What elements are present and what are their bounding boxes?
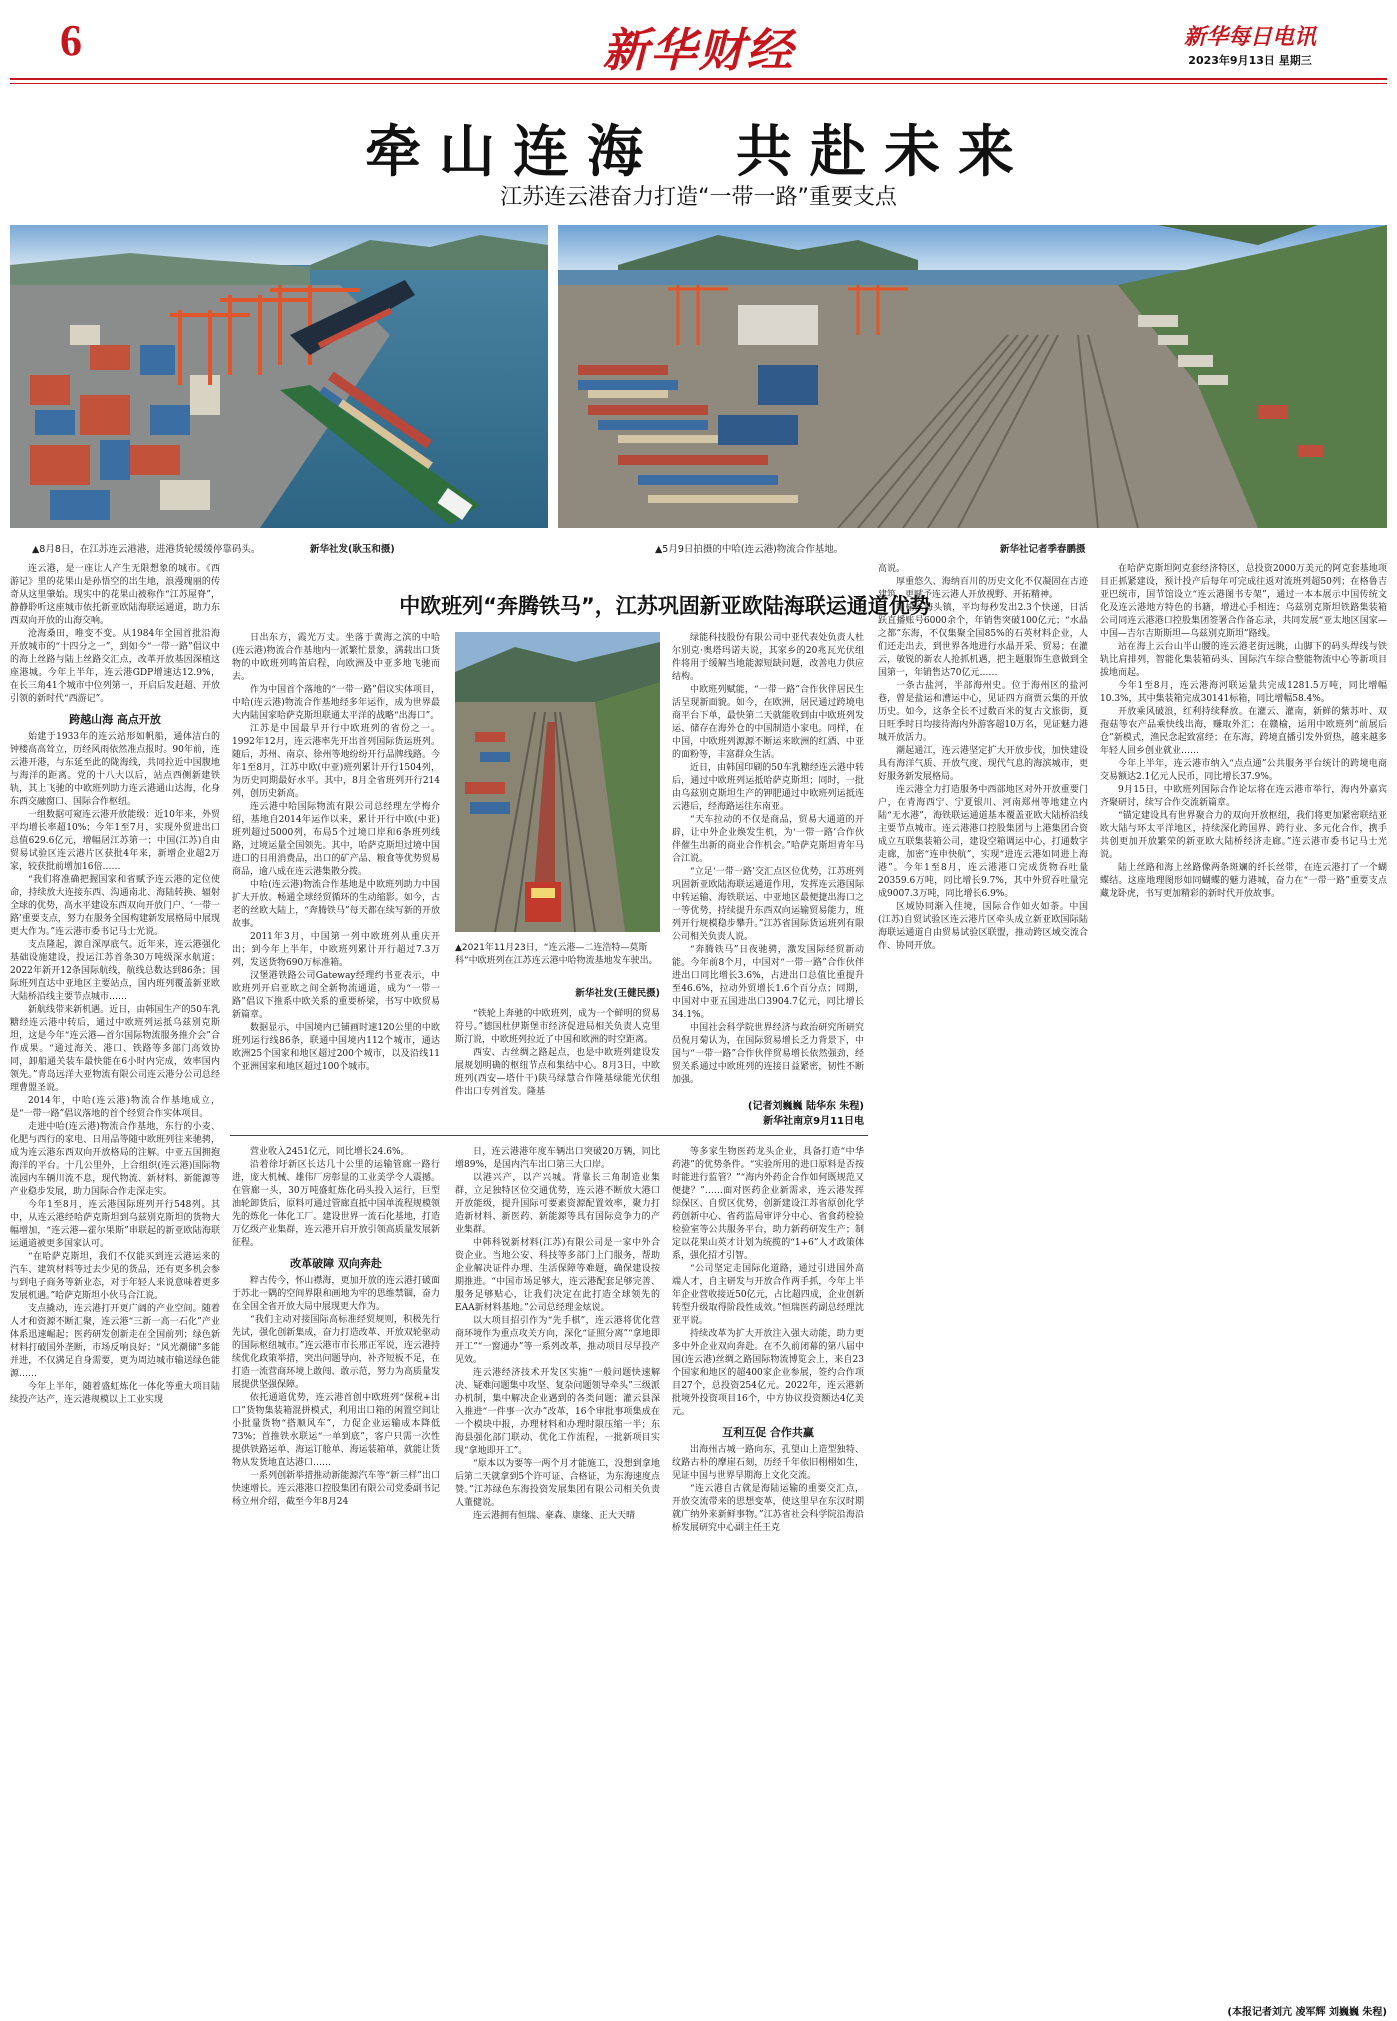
paragraph: 中欧班列赋能，“一带一路”合作伙伴居民生活呈现新面貌。如今，在欧洲，居民通过跨境电商平台下单，最快第二天就能收到由中欧班列发运、储存在海外仓的中国制造小家电。同样，在中国，中欧班列源源不断运来欧洲的红酒、中亚的面粉等，丰富群众生活。 <box>672 685 864 760</box>
inner-article-col1 <box>232 632 440 1230</box>
paragraph: 始建于1933年的连云站形如帆船，通体洁白的钟楼高高耸立，历经风雨依然准点报时。90年前，连云港开港，与东延至此的陇海线，共同拉近中国腹地与海洋的距离。党的十八大以后，站点西侧新建铁轨，其上飞驰的中欧班列助力连云港通山达海，化身东西交融窗口、国际合作枢纽。 <box>10 732 220 807</box>
paragraph: 以大项目招引作为“先手棋”，连云港将优化营商环境作为重点攻关方向，深化“证照分离”“拿地即开工”“一窗通办”等一系列改革，推动项目尽早投产见效。 <box>455 1316 660 1365</box>
paragraph: 作为中国首个落地的“一带一路”倡议实体项目，中哈(连云港)物流合作基地经多年运作，成为世界最大内陆国家哈萨克斯坦联通太平洋的战略“出海口”。 <box>232 685 440 721</box>
train-photo <box>455 632 660 932</box>
train-photo-illustration <box>455 632 660 932</box>
main-article-byline: (本报记者刘亢 凌军辉 刘巍巍 朱程) <box>1227 2007 1387 2018</box>
paragraph: 中哈(连云港)物流合作基地是中欧班列助力中国扩大开放、畅通全球经贸循环的生动缩影。如今，古老的丝欧大陆上，“奔腾铁马”每天都在续写新的开放故事。 <box>232 880 440 929</box>
paragraph: 2011年3月，中国第一列中欧班列从重庆开出；到今年上半年，中欧班列累计开行超过7.3万列，发送货物690万标准箱。 <box>232 932 440 968</box>
paragraph: 今年上半年，随着盛虹炼化一体化等重大项目陆续投产达产，连云港规模以上工业实现 <box>10 1382 220 1405</box>
main-article-bottom-col3 <box>672 1146 864 2018</box>
logistics-base-photo <box>558 225 1387 528</box>
paragraph: 一组数据可窥连云港开放能级：近10年来，外贸平均增长率超10%；今年1至7月，实现外贸进出口总值629.6亿元，增幅居江苏第一；中国(江苏)自由贸易试验区连云港片区获批4年来，新增企业超2万家，较获批前增加16倍…… <box>10 810 220 872</box>
inner-article-dateline: 新华社南京9月11日电 <box>763 1116 864 1127</box>
paragraph: 高说。 <box>878 564 906 574</box>
inner-article-title: 中欧班列“奔腾铁马”，江苏巩固新亚欧陆海联运通道优势 <box>399 594 931 618</box>
date-line: 2023年9月13日 星期三 <box>1188 54 1312 67</box>
main-article-left-col <box>10 563 220 2018</box>
train-photo-credit: 新华社发(王健民摄) <box>575 988 660 999</box>
paragraph: 等多家生物医药龙头企业，具备打造“中华药港”的优势条件。“实验所用的进口原料是否按时能进行监管？”“海内外药企合作如何既规范又便捷？”……面对医药企业新需求，连云港发挥综保区、自贸区优势，创新建设江苏省原创化学药创新中心、省药监局审评分中心、省食药检验检验室等公共服务平台，助力新药研发生产；制定以花果山英才计划为统揽的“1+6”人才政策体系，强化招才引智。 <box>672 1147 864 1261</box>
paragraph: “奔腾铁马”日夜驰骋，激发国际经贸新动能。今年前8个月，中国对“一带一路”合作伙伴进出口同比增长3.6%，占进出口总值比重提升至46.6%，拉动外贸增长1.6个百分点；同期，中国对中亚五国进出口3904.7亿元，同比增长34.1%。 <box>672 945 864 1020</box>
paragraph: 厚重悠久、海纳百川的历史文化不仅凝固在古迹建筑，更赋予连云港人开放视野、开拓精神。 <box>878 577 1088 600</box>
inner-article-mid-text <box>455 1008 660 1128</box>
paragraph: 陆上丝路和海上丝路像两条斑斓的纤长丝带，在连云港打了一个蝴蝶结。这座地理图形如同蝴蝶的魅力港城，奋力在“一带一路”重要支点藏龙卧虎，书写更加精彩的新时代开放故事。 <box>1100 863 1387 899</box>
paragraph: 沿着徐圩新区长达几十公里的运输管廊一路行进，庞大机械、雄伟厂房彰显的工业美学令人震撼。在管廊一头，30万吨盛虹炼化码头投入运行，巨型油轮卸货后，原料可通过管廊直抵中国单流程规模领先的炼化一体化工厂。建设世界一流石化基地，打造万亿级产业集群，连云港开启开放引领高质量发展新征程。 <box>232 1160 440 1248</box>
paragraph: 西安、古丝绸之路起点，也是中欧班列建设发展规划明确的枢纽节点和集结中心。8月3日，中欧班列(西安—塔什干)陕马绿慧合作隆基绿能光伏组件出口专列首发。隆基 <box>455 1048 660 1097</box>
paragraph: 赣榆区海头镇，平均每秒发出2.3个快递，日活跃直播账号6000余个，年销售突破100亿元；“水晶之都”东海，不仅集聚全国85%的石英材料企业，人们还走出去，到世界各地进行水晶开采、贸易；在灌云，敏锐的新农人抢抓机遇，把主题服饰生意做到全国第一，年销售达70亿元…… <box>878 603 1088 678</box>
right-photo-credit: 新华社记者季春鹏摄 <box>1000 544 1086 555</box>
paragraph: “天车拉动的不仅是商品，贸易大通道的开辟，让中外企业焕发生机，为‘一带一路’合作伙伴催生出新的商业合作机会。”哈萨克斯坦青年马合江说。 <box>672 815 864 864</box>
paragraph: 连云港全力打造服务中西部地区对外开放重要门户，在青海西宁、宁夏银川、河南郑州等地建立内陆“无水港”，海铁联运通道基本覆盖亚欧大陆桥沿线主要节点城市。连云港港口控股集团与上港集团合资成立互联集装箱公司，建设空箱调运中心，打通数字走廊，加密“连申快航”，实现“进连云港如同进上海港”。今年1至8月，连云港港口完成货物吞吐量20359.6万吨，同比增长9.7%，其中外贸吞吐量完成9007.3万吨，同比增长6.9%。 <box>878 785 1088 899</box>
section-subheading: 跨越山海 高点开放 <box>69 713 161 726</box>
paragraph: 日出东方，霞光万丈。坐落于黄海之滨的中哈(连云港)物流合作基地内一派繁忙景象，满载出口货物的中欧班列鸣笛启程，向欧洲及中亚多地飞驰而去。 <box>232 633 440 682</box>
masthead-rule <box>10 78 1387 80</box>
port-photo <box>10 225 548 528</box>
paragraph: 2014年，中哈(连云港)物流合作基地成立，是“一带一路”倡议落地的首个经贸合作实体项目。 <box>10 1096 220 1119</box>
section-title: 新华财经 <box>602 23 795 77</box>
paragraph: 在哈萨克斯坦阿克套经济特区，总投资2000万美元的阿克套基地项目正抓紧建设，预计投产后每年可完成往返对流班列超50列；在格鲁吉亚巴统市，国节馆设立“连云港图书专架”，通过一本本展示中国传统文化及连云港地方特色的书籍，增进心手相连；乌兹别克斯坦铁路集装箱公司同连云港港口控股集团签署合作备忘录，共同发展“亚太地区国家—中国—吉尔吉斯斯坦—乌兹别克斯坦”路线。 <box>1100 564 1387 639</box>
paragraph: “我们主动对接国际高标准经贸规则，积极先行先试，强化创新集成，奋力打造改革、开放双轮驱动的国际枢纽城市。”连云港市市长邢正军说，连云港持续优化政策举措，突出问题导向，补齐短板不足，在打造一流营商环境上敢闯、敢示范，努力为高质量发展提供坚强保障。 <box>232 1315 440 1390</box>
inner-article-col2 <box>672 632 864 1132</box>
paragraph: 江苏是中国最早开行中欧班列的省份之一。1992年12月，连云港率先开出首列国际货运班列。随后，苏州、南京、徐州等地纷纷开行品牌线路。今年1至8月，江苏中欧(中亚)班列累计开行1504列，为历史同期最好水平。其中，8月全省班列开行214列，创历史新高。 <box>232 724 440 799</box>
paragraph: 潮起通江，连云港坚定扩大开放步伐，加快建设具有海洋气质、开放气度、现代气息的海滨城市，更好服务新发展格局。 <box>878 746 1088 782</box>
paragraph: “在哈萨克斯坦，我们不仅能买到连云港运来的汽车、建筑材料等过去少见的货品，还有更多机会参与到电子商务等新业态，对于年轻人来说意味着更多发展机遇。”哈萨克斯坦小伙马合江说。 <box>10 1252 220 1301</box>
paragraph: 支点隆起，源自深厚底气。近年来，连云港强化基础设施建设，投运江苏首条30万吨级深水航道；2022年新开12条国际航线，航线总数达到86条；国际班列直达中亚地区主要站点，国内班列覆盖新亚欧大陆桥沿线主要节点城市…… <box>10 940 220 1002</box>
paragraph: 新航线带来新机遇。近日，由韩国生产的50车乳糖经连云港中转后，通过中欧班列运抵乌兹别克斯坦，这是今年“连云港—首尔国际物流服务推介会”合作成果。“通过海关、港口、铁路等多部门高效协同，卸船通关装车最快能在6小时内完成，效率国内领先。”青岛远洋大亚物流有限公司连云港分公司总经理曹盟圣说。 <box>10 1005 220 1093</box>
paragraph: “连云港自古就是海陆运输的重要交汇点，开放交流带来的思想变革，使这里早在东汉时期就广纳外来新鲜事物。”江苏省社会科学院沿海沿桥发展研究中心副主任王克 <box>672 1484 864 1533</box>
logistics-base-illustration <box>558 225 1387 528</box>
paragraph: 区域协同渐入佳境，国际合作如火如荼。中国(江苏)自贸试验区连云港片区牵头成立新亚欧国际陆海联运通道自由贸易试验区联盟，推动跨区域交流合作、协同开放。 <box>878 902 1088 951</box>
main-headline: 牵山连海 共赴未来 <box>365 119 1032 185</box>
paragraph: 出海州古城一路向东，孔望山上造型独特、纹路古朴的摩崖石刻，历经千年依旧栩栩如生，见证中国与世界早期海上文化交流。 <box>672 1445 864 1481</box>
paragraph: 日，连云港港年度车辆出口突破20万辆，同比增89%，是国内汽车出口第三大口岸。 <box>455 1147 660 1170</box>
paragraph: 中国社会科学院世界经济与政治研究所研究员倪月菊认为，在国际贸易增长乏力背景下，中国与“一带一路”合作伙伴贸易增长依然强劲，经贸关系通过中欧班列的连接日益紧密，韧性不断加强。 <box>672 1023 864 1085</box>
paragraph: 持续改革为扩大开放注入强大动能，助力更多中外企业双向奔赴。在不久前闭幕的第八届中国(连云港)丝绸之路国际物流博览会上，来自23个国家和地区的超400家企业参展，签约合作项目27个，总投资254亿元。2022年，连云港新批境外投资项目16个，中方协议投资额达4亿美元。 <box>672 1329 864 1417</box>
main-article-right-col <box>878 563 1088 2003</box>
paragraph: 一系列创新举措推动新能源汽车等“新三样”出口快速增长。连云港港口控股集团有限公司党委副书记杨立州介绍，截至今年8月24 <box>232 1471 440 1507</box>
main-article-right-col-b <box>1100 563 1387 2003</box>
main-article-bottom-col2 <box>455 1146 660 2018</box>
paragraph: 中韩科锐新材料(江苏)有限公司是一家中外合资企业。当地公安、科技等多部门上门服务，帮助企业解决证件办理、生活保障等难题，确保建设按期推进。“中国市场足够大，连云港配套足够完善、服务足够贴心，让我们决定在此打造全球领先的EAA新材料基地。”公司总经理金炫说。 <box>455 1238 660 1313</box>
paragraph: 连云港拥有恒瑞、豪森、康缘、正大天晴 <box>473 1511 636 1521</box>
paragraph: 粹古传今，怀山襟海，更加开放的连云港打破面于苏北一隅的空间界限和画地为牢的思维禁锢，奋力在全国全省开放大局中展现更大作为。 <box>232 1276 440 1312</box>
page-number: 6 <box>60 16 82 65</box>
paragraph: 走进中哈(连云港)物流合作基地，东行的小麦、化肥与西行的家电、日用品等随中欧班列往来驰骋，成为连云港东西双向开放格局的注解。中亚五国拥抱海洋的平台。十几公里外，上合组织(连云港)国际物流园内车辆川流不息，现代物流、新材料、新能源等产业稳步发展，助力国际合作走深走实。 <box>10 1122 220 1197</box>
paragraph: 营业收入2451亿元，同比增长24.6%。 <box>250 1147 410 1157</box>
port-photo-illustration <box>10 225 548 528</box>
paragraph: 站在海上云台山半山腰的连云港老街远眺，山脚下的码头焊线与铁轨比肩排列，智能化集装箱码头、国际汽车综合整能物流中心等新项目拔地而起。 <box>1100 642 1387 678</box>
main-article-bottom-col1 <box>232 1146 440 2018</box>
paragraph: 一条古盐河，半部海州史。位于海州区的盐河巷，曾是盐运和漕运中心，见证四方商贾云集的开放历史。如今，这条全长不过数百米的复古文旅街，夏日旺季时日均接待海内外游客超10万名，见证魅力港城开放活力。 <box>878 681 1088 743</box>
section-subheading: 互利互促 合作共赢 <box>722 1426 814 1439</box>
paragraph: 沧海桑田，唯变不变。从1984年全国首批沿海开放城市的“十四分之一”，到如今“一带一路”倡议中的海上丝路与陆上丝路交汇点，改革开放基因深植这座港城。今年上半年，连云港GDP增速达12.9%，在长三角41个城市中位列第一，开启后发赶超、开放引领的新时代“西游记”。 <box>10 629 220 704</box>
paragraph: “我们将准确把握国家和省赋予连云港的定位使命，持续放大连接东西、沟通南北、海陆转换、辐射全球的优势，高水平建设东西双向开放门户、‘一带一路’重要支点，努力在服务全国构建新发展格局中展现更大作为。”连云港市委书记马士光说。 <box>10 875 220 937</box>
paragraph: 近日，由韩国印刷的50车乳糖经连云港中转后，通过中欧班列运抵哈萨克斯坦；同时，一批由乌兹别克斯坦生产的钾肥通过中欧班列运抵连云港后，经海路运往东南亚。 <box>672 763 864 812</box>
paragraph: “锚定建设具有世界聚合力的双向开放枢纽，我们将更加紧密联结亚欧大陆与环太平洋地区，持续深化跨国界、跨行业、多元化合作，携手共创更加开放繁荣的新亚欧大陆桥经济走廊。”连云港市委书记马士光说。 <box>1100 811 1387 860</box>
paragraph: “铁轮上奔驰的中欧班列，成为一个鲜明的贸易符号。”德国杜伊斯堡市经济促进局相关负责人克里斯汀说，中欧班列拉近了中国和欧洲的时空距离。 <box>455 1009 660 1045</box>
paragraph: 连云港经济技术开发区实施“一般问题快速解决、疑难问题集中攻坚、复杂问题领导牵头”三级派办机制，集中解决企业遇到的各类问题；灌云县深入推进“一件事一次办”改革，16个审批事项集成在一个模块中报，办理材料和办理时限压缩一半；东海县强化部门联动、优化工作流程，一批新项目实现“拿地即开工”。 <box>455 1368 660 1456</box>
paragraph: 今年1至8月，连云港海河联运量共完成1281.5万吨，同比增幅10.3%，其中集装箱完成30141标箱，同比增幅58.4%。 <box>1100 681 1387 704</box>
paragraph: “公司坚定走国际化道路，通过引进国外高端人才，自主研发与开放合作两手抓，今年上半年企业营收接近50亿元，占比超四成，企业创新转型升级取得阶段性成效。”恒瑞医药副总经理沈亚平说。 <box>672 1264 864 1326</box>
left-photo-credit: 新华社发(耿玉和摄) <box>310 544 395 555</box>
paragraph: 连云港，是一座让人产生无限想象的城市。《西游记》里的花果山是孙悟空的出生地，浪漫瑰丽的传奇从这里肇始。现实中的花果山被称作“江苏屋脊”，静静聆听这座城市依托新亚欧陆海联运通道，助力东西双向开放的山海交响。 <box>10 564 220 626</box>
left-photo-caption: ▲8月8日，在江苏连云港港，进港货轮缓缓停靠码头。 <box>32 544 261 555</box>
inner-article-byline: (记者刘巍巍 陆华东 朱程) <box>747 1101 864 1112</box>
paragraph: 以港兴产，以产兴城。背靠长三角制造业集群，立足独特区位交通优势，连云港不断放大港口开放能级，提升国际可要素资源配置效率，聚力打造新材料、新医药、新能源等具有国际竞争力的产业集群。 <box>455 1173 660 1235</box>
paragraph: 数据显示，中国境内已铺画时速120公里的中欧班列运行线86条，联通中国境内112个城市，通达欧洲25个国家和地区超过200个城市，以及沿线11个亚洲国家和地区超过100个城市。 <box>232 1023 440 1072</box>
paragraph: 汉堡港铁路公司Gateway经理约书亚表示，中欧班列开启亚欧之间全新物流通道，成为“一带一路”倡议下推系中欧关系的重要桥梁，书写中欧贸易新篇章。 <box>232 971 440 1020</box>
paragraph: 连云港中哈国际物流有限公司总经理左学梅介绍，基地自2014年运作以来，累计开行中欧(中亚)班列超过5000列，布局5个过境口岸和6条班列线路，过境运量全国领先。其中，哈萨克斯坦过境中国进口的日用消费品，出口的矿产品、粮食等优势贸易商品，逾八成在连云港集散分拨。 <box>232 802 440 877</box>
train-photo-caption: ▲2021年11月23日，“连云港—二连浩特—莫斯科”中欧班列在江苏连云港中哈物流基地发车驶出。 <box>455 943 658 966</box>
section-subheading: 改革破障 双向奔赴 <box>290 1257 382 1270</box>
paragraph: 开放乘风破浪，红利持续释放。在灌云、灌南，新鲜的紫苏叶、双孢菇等农产品乘快线出海，赚取外汇；在赣榆，运用中欧班列“前展后仓”新模式，渔民念起致富经；在东海，跨境直播引发外贸热，越来越多年轻人回乡创业就业…… <box>1100 707 1387 756</box>
masthead-rule-thin <box>10 83 1387 84</box>
paragraph: “立足‘一带一路’交汇点区位优势，江苏班列巩固新亚欧陆海联运通道作用，发挥连云港国际中转运输、海铁联运、中亚地区最便捷出海口之一等优势，持续提升东西双向运输贸易能力，班列开行规模稳步攀升。”江苏省国际货运班列有限公司相关负责人说。 <box>672 867 864 942</box>
paragraph: 依托通道优势，连云港首创中欧班列“保税+出口”货物集装箱混拼模式，利用出口箱的闲置空间让小批量货物“搭顺风车”，力促企业运输成本降低73%；首推铁水联运“一单到底”，客户只需一次性提供铁路运单、海运订舱单、海运装箱单，就能让货物从发货地直达港口…… <box>232 1393 440 1468</box>
right-photo-caption: ▲5月9日拍摄的中哈(连云港)物流合作基地。 <box>655 544 844 555</box>
paragraph: “原本以为要等一两个月才能施工，没想到拿地后第二天就拿到5个许可证、合格证，为东海速度点赞。”江苏绿色东海投资发展集团有限公司相关负责人董健说。 <box>455 1459 660 1508</box>
paragraph: 9月15日，中欧班列国际合作论坛将在连云港市举行，海内外嘉宾齐聚研讨，续写合作交流新篇章。 <box>1100 785 1387 808</box>
main-subheadline: 江苏连云港奋力打造“一带一路”重要支点 <box>500 185 897 210</box>
paragraph: 绿能科技股份有限公司中亚代表处负责人杜尔别克·奥塔玛诺夫说，其家乡的20兆瓦光伏组件将用于缓解当地能源短缺问题，改善电力供应结构。 <box>672 633 864 682</box>
paper-name: 新华每日电讯 <box>1183 24 1316 50</box>
inner-box-rule <box>230 1135 868 1136</box>
paragraph: 今年1至8月，连云港国际班列开行548列。其中，从连云港经哈萨克斯坦到乌兹别克斯坦的货物大幅增加，“连云港—霍尔果斯”串联起的新亚欧陆海联运通道被更多国家认可。 <box>10 1200 220 1249</box>
paragraph: 今年上半年，连云港市纳入“点点通”公共服务平台统计的跨境电商交易额达2.1亿元人民币，同比增长37.9%。 <box>1100 759 1387 782</box>
paragraph: 支点撬动，连云港打开更广阔的产业空间。随着人才和资源不断汇聚，连云港“三新一高一石化”产业体系迅速崛起；医药研发创新走在全国前列；绿色新材料打破国外垄断，市场反响良好；“风光潮储”多能并进，不仅满足自身需要，更为周边城市输送绿色能源…… <box>10 1304 220 1379</box>
